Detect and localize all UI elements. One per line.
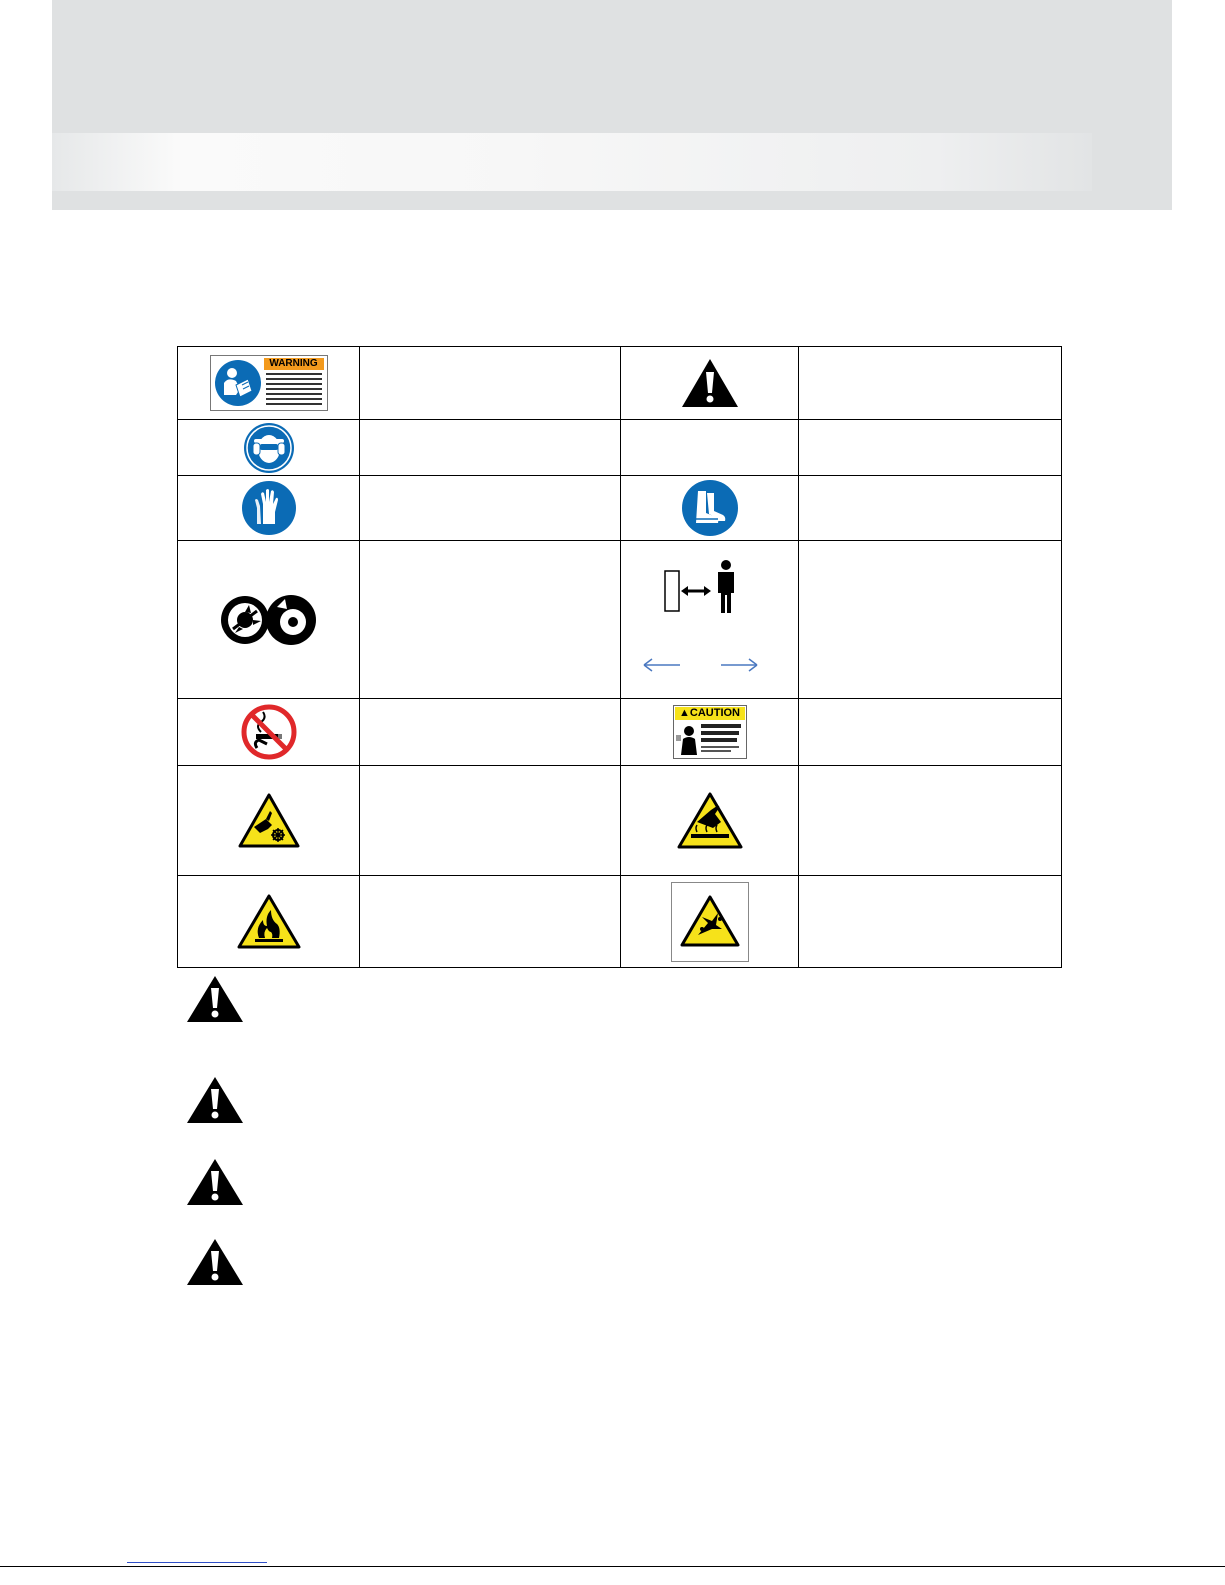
flying-debris-icon [672,883,748,961]
description-cell [799,420,1062,476]
caution-label-heading: ▲CAUTION [675,707,745,720]
read-manual-warning-label [210,355,328,411]
rotating-blade-icon [221,591,317,649]
cutting-hazard-icon [238,793,300,849]
description-cell [360,476,621,541]
symbol-cell [178,420,360,476]
table-row [178,876,1062,968]
flammable-icon [237,894,301,950]
table-row [178,766,1062,876]
symbol-cell [178,476,360,541]
general-warning-triangle-icon [680,357,740,409]
footer-rule [0,1566,1225,1567]
symbol-cell [621,541,799,699]
table-row [178,476,1062,541]
hot-surface-icon [677,792,743,850]
warning-triangle-icon [185,974,245,1024]
warning-triangle-icon [185,1237,245,1287]
warning-triangle-icon [185,1075,245,1125]
arrow-right-icon [721,659,757,671]
description-cell [799,541,1062,699]
symbol-cell [621,766,799,876]
safety-boots-icon [681,479,739,537]
description-cell [799,476,1062,541]
symbol-cell [178,699,360,766]
footer-link-underline[interactable] [127,1562,267,1563]
symbol-cell [178,541,360,699]
symbol-cell [178,876,360,968]
carbon-monoxide-icon [675,721,745,757]
description-cell [360,541,621,699]
description-cell [360,347,621,420]
warning-label-heading: WARNING [264,358,324,370]
table-row [178,347,1062,420]
carbon-monoxide-caution-label [673,705,747,759]
warning-label-body [266,373,322,408]
table-row [178,420,1062,476]
description-cell [360,699,621,766]
no-smoking-icon [241,704,297,760]
description-cell [799,766,1062,876]
description-cell [799,699,1062,766]
description-cell [360,876,621,968]
description-cell [360,766,621,876]
gloves-icon [241,480,297,536]
symbol-cell [621,420,799,476]
symbol-cell [621,699,799,766]
symbol-cell [178,766,360,876]
table-row [178,541,1062,699]
safety-symbols-table [177,346,1062,968]
read-manual-icon [214,359,262,407]
symbol-cell [621,347,799,420]
symbol-cell [178,347,360,420]
description-cell [360,420,621,476]
description-cell [799,347,1062,420]
description-cell [799,876,1062,968]
flying-debris-sign [671,882,749,962]
table-row [178,699,1062,766]
symbol-cell [621,476,799,541]
header-strip [52,133,1092,191]
symbol-cell [621,876,799,968]
warning-triangle-icon [185,1157,245,1207]
arrow-left-icon [644,659,680,671]
eye-ear-protection-icon [243,422,295,474]
keep-distance-icon [635,555,785,685]
